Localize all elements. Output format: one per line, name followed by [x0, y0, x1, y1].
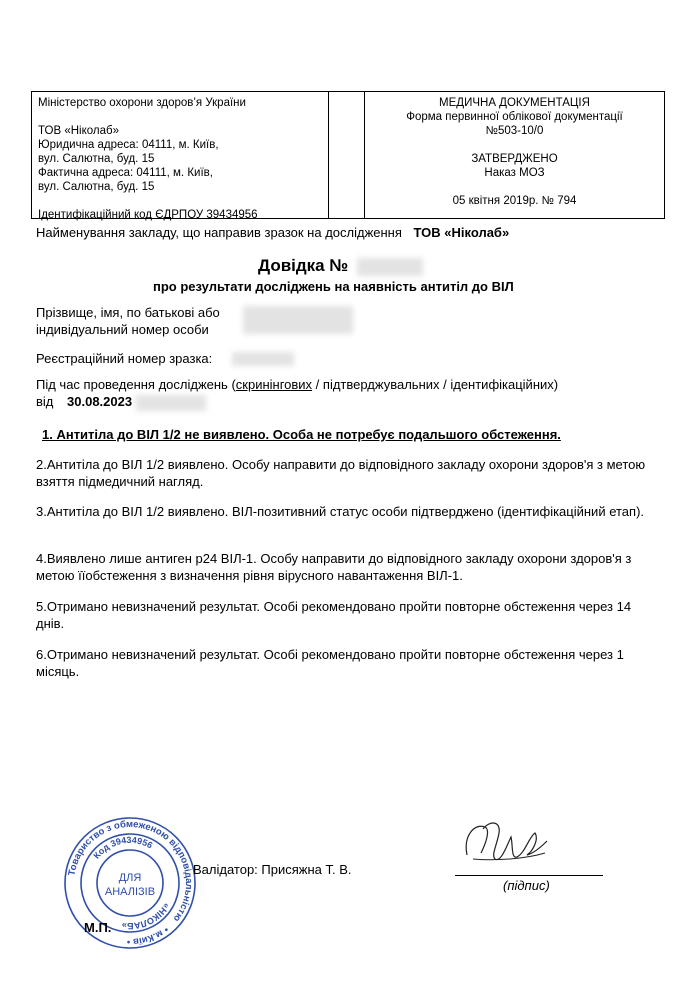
- name-label-1: Прізвище, імя, по батькові або: [36, 305, 220, 320]
- certificate-number-redacted: [357, 258, 423, 276]
- actual-address-2: вул. Салютна, буд. 15: [38, 181, 155, 193]
- institution-value: ТОВ «Ніколаб»: [413, 225, 510, 240]
- svg-text:Код 39434956: [91, 835, 154, 861]
- certificate-title: Довідка №: [258, 256, 349, 275]
- result-item-5: 5.Отримано невизначений результат. Особі рекомендовано пройти повторне обстеження через 14 днів.: [36, 599, 632, 631]
- signature-caption: (підпис): [503, 878, 550, 893]
- result-item-4: 4.Виявлено лише антиген p24 ВІЛ-1. Особу направити до відповідного закладу охорони здоров'я з метою їїобстеження з визначення рівня вірусного навантаження ВІЛ-1.: [36, 551, 632, 583]
- study-date: 30.08.2023: [67, 394, 133, 409]
- order-label: Наказ МОЗ: [484, 167, 545, 179]
- person-name-redacted: [243, 306, 353, 334]
- handwritten-signature: [455, 815, 555, 875]
- sample-number-redacted: [232, 352, 294, 366]
- validator-label: Валідатор: Присяжна Т. В.: [193, 862, 352, 877]
- order-date: 05 квітня 2019р. № 794: [452, 195, 577, 207]
- stamp-center-2: АНАЛІЗІВ: [104, 886, 156, 898]
- result-item-2: 2.Антитіла до ВІЛ 1/2 виявлено. Особу направити до відповідного закладу охорони здоров'я з метою взяття підмедичний нагляд.: [36, 457, 646, 489]
- certificate-title-line: [258, 256, 423, 276]
- name-label-2: індивідуальний номер особи: [36, 322, 209, 337]
- stamp-center-1: ДЛЯ: [118, 872, 142, 884]
- med-doc-title: МЕДИЧНА ДОКУМЕНТАЦІЯ: [439, 97, 590, 109]
- institution-label: Найменування закладу, що направив зразок на дослідження: [36, 225, 402, 240]
- result-item-3: 3.Антитіла до ВІЛ 1/2 виявлено. ВІЛ-позитивний статус особи підтверджено (ідентифікаційний етап).: [36, 504, 645, 519]
- certificate-subtitle: про результати досліджень на наявність антитіл до ВІЛ: [153, 279, 514, 294]
- study-type-screening: скринінгових: [235, 377, 313, 392]
- signature-line: [455, 875, 603, 876]
- form-block: [365, 92, 664, 218]
- result-item-1: 1. Антитіла до ВІЛ 1/2 не виявлено. Особа не потребує подальшого обстеження.: [42, 427, 561, 442]
- stamp-outer-text: Товариство з обмеженою відповідальністю: [66, 818, 195, 924]
- institution-line: [36, 225, 509, 241]
- approved-label: ЗАТВЕРДЖЕНО: [471, 153, 558, 165]
- ministry-name: Міністерство охорони здоров’я України: [38, 97, 246, 109]
- company-name: ТОВ «Ніколаб»: [38, 125, 119, 137]
- legal-address-2: вул. Салютна, буд. 15: [38, 153, 155, 165]
- edrpou-code: Ідентифікаційний код ЄДРПОУ 39434956: [38, 209, 258, 221]
- legal-address-1: Юридична адреса: 04111, м. Київ,: [38, 139, 219, 151]
- header-table: [31, 91, 665, 219]
- from-label: від: [36, 394, 54, 409]
- actual-address-1: Фактична адреса: 04111, м. Київ,: [38, 167, 213, 179]
- stamp-company-text: «НІКОЛАБ»: [121, 901, 172, 932]
- study-time-redacted: [136, 395, 206, 411]
- study-date-line: [36, 394, 206, 411]
- issuer-block: [32, 92, 329, 221]
- stamp-place-label: М.П.: [84, 920, 112, 935]
- stamp-seal: [62, 815, 198, 951]
- header-divider-cell: [329, 92, 365, 218]
- stamp-city-text: • м.Київ •: [126, 923, 171, 948]
- study-type-pre: Під час проведення досліджень (: [36, 377, 236, 392]
- result-item-6: 6.Отримано невизначений результат. Особі рекомендовано пройти повторне обстеження через 1 місяць.: [36, 647, 624, 679]
- form-line: Форма первинної облікової документації: [406, 111, 623, 123]
- study-type-post: / підтверджувальних / ідентифікаційних): [312, 377, 559, 392]
- study-type-line: [36, 377, 558, 393]
- stamp-code-text: Код 39434956: [91, 834, 155, 861]
- form-number: №503-10/0: [485, 125, 544, 137]
- sample-label: Реєстраційний номер зразка:: [36, 351, 213, 366]
